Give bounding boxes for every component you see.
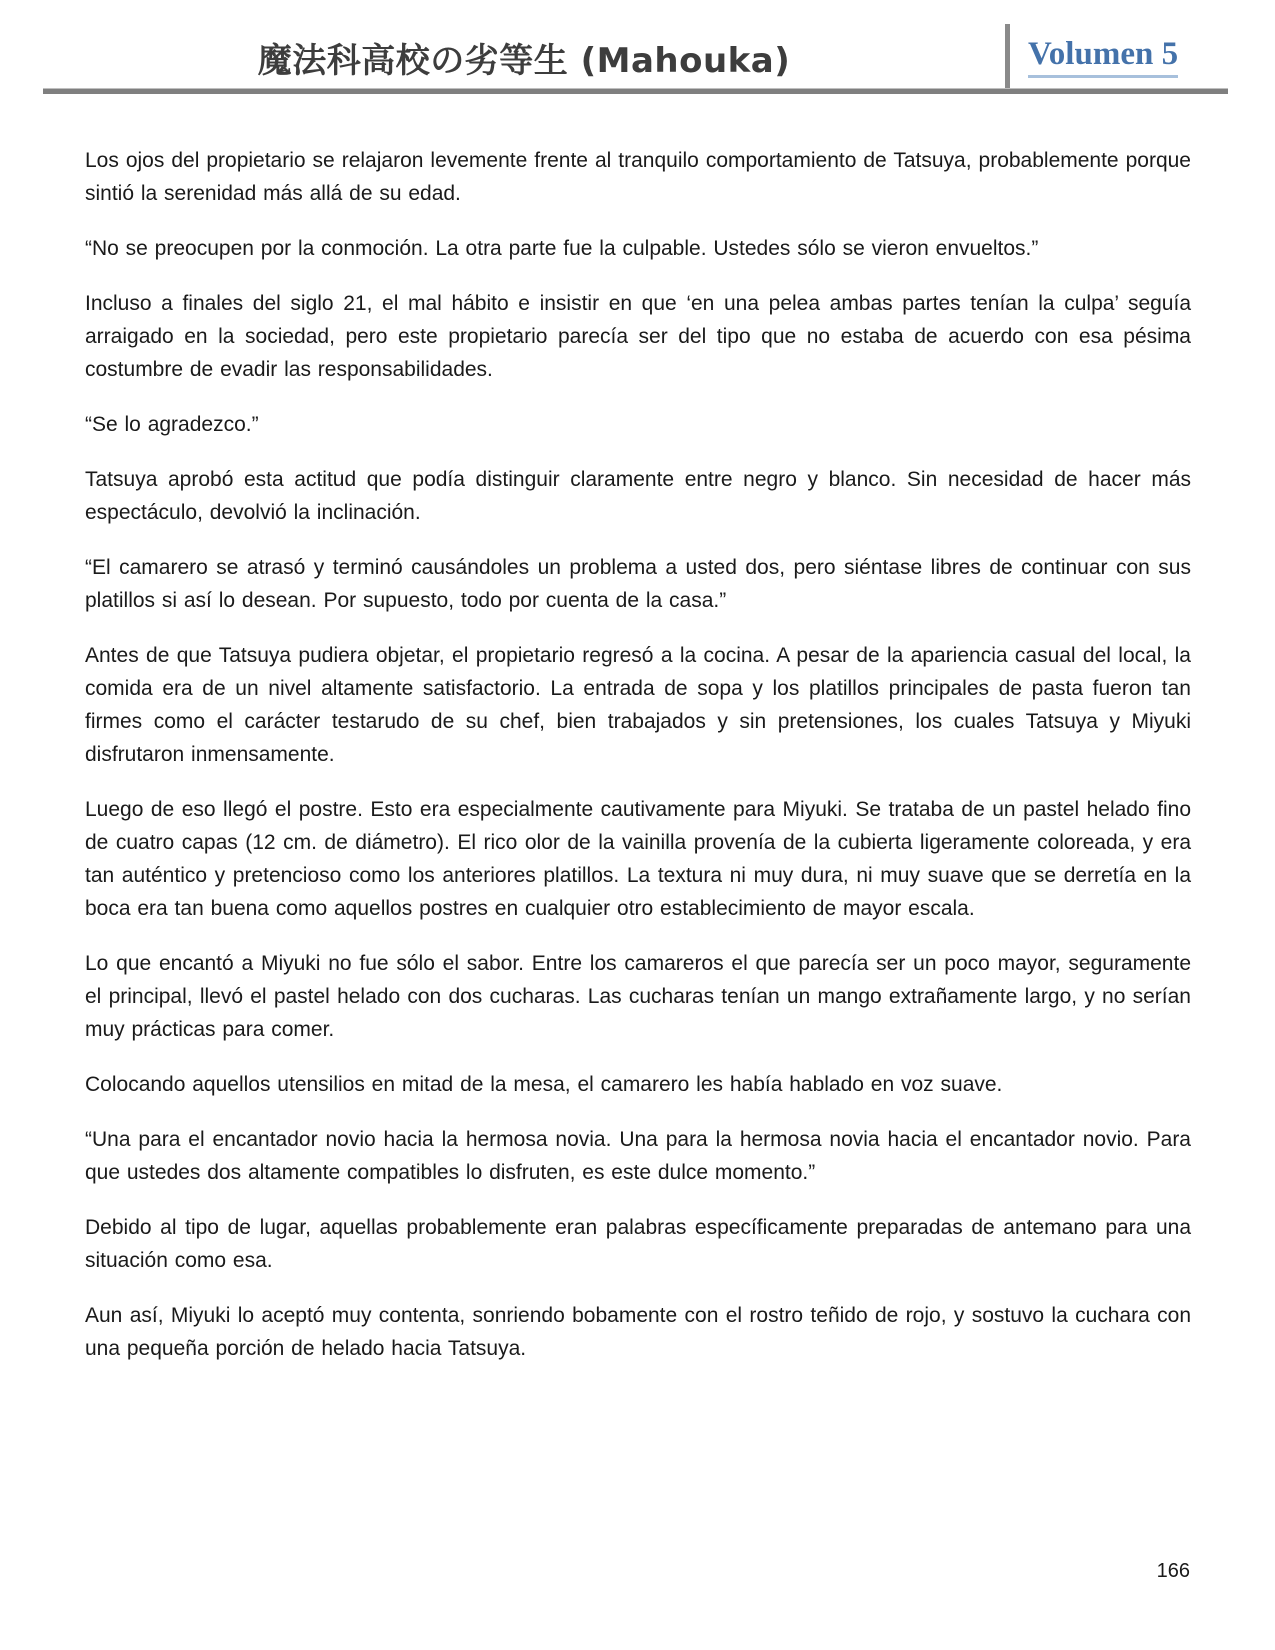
page-number: 166 bbox=[1156, 1560, 1190, 1582]
paragraph: Incluso a finales del siglo 21, el mal hábito e insistir en que ‘en una pelea ambas partes tenían la culpa’ seguía arraigado en la sociedad, pero este propietario parecía ser del tipo que no estaba de acuerdo con esa pésima costumbre de evadir las responsabilidades. bbox=[85, 292, 1191, 381]
paragraph: Lo que encantó a Miyuki no fue sólo el sabor. Entre los camareros el que parecía ser un poco mayor, seguramente el principal, llevó el pastel helado con dos cucharas. Las cucharas tenían un mango extrañamente largo, y no serían muy prácticas para comer. bbox=[85, 952, 1191, 1041]
paragraph: Luego de eso llegó el postre. Esto era especialmente cautivamente para Miyuki. Se trataba de un pastel helado fino de cuatro capas (12 cm. de diámetro). El rico olor de la vainilla provenía de la cubierta ligeramente coloreada, y era tan auténtico y pretencioso como los anteriores platillos. La textura ni muy dura, ni muy suave que se derretía en la boca era tan buena como aquellos postres en cualquier otro establecimiento de mayor escala. bbox=[85, 798, 1191, 920]
header-rule bbox=[43, 88, 1228, 94]
paragraph: “Una para el encantador novio hacia la hermosa novia. Una para la hermosa novia hacia el encantador novio. Para que ustedes dos altamente compatibles lo disfruten, es este dulce momento.” bbox=[85, 1128, 1191, 1184]
header-volume-cell bbox=[1010, 24, 1228, 90]
paragraph: Los ojos del propietario se relajaron levemente frente al tranquilo comportamiento de Tatsuya, probablemente porque sintió la serenidad más allá de su edad. bbox=[85, 149, 1191, 205]
paragraph: “No se preocupen por la conmoción. La otra parte fue la culpable. Ustedes sólo se vieron envueltos.” bbox=[85, 237, 1039, 260]
paragraph: “Se lo agradezco.” bbox=[85, 413, 259, 436]
paragraph: Colocando aquellos utensilios en mitad de la mesa, el camarero les había hablado en voz suave. bbox=[85, 1073, 1003, 1096]
volume-label: Volumen 5 bbox=[1028, 36, 1178, 77]
paragraph: Debido al tipo de lugar, aquellas probablemente eran palabras específicamente preparadas de antemano para una situación como esa. bbox=[85, 1216, 1191, 1272]
paragraph: Aun así, Miyuki lo aceptó muy contenta, sonriendo bobamente con el rostro teñido de rojo, y sostuvo la cuchara con una pequeña porción de helado hacia Tatsuya. bbox=[85, 1304, 1191, 1360]
page-body bbox=[85, 96, 1191, 1387]
paragraph: Antes de que Tatsuya pudiera objetar, el propietario regresó a la cocina. A pesar de la apariencia casual del local, la comida era de un nivel altamente satisfactorio. La entrada de sopa y los platillos principales de pasta fueron tan firmes como el carácter testarudo de su chef, bien trabajados y sin pretensiones, los cuales Tatsuya y Miyuki disfrutaron inmensamente. bbox=[85, 644, 1191, 766]
page-header bbox=[43, 24, 1228, 90]
header-title-cell bbox=[43, 24, 1005, 90]
paragraph: Tatsuya aprobó esta actitud que podía distinguir claramente entre negro y blanco. Sin necesidad de hacer más espectáculo, devolvió la inclinación. bbox=[85, 468, 1191, 524]
paragraph: “El camarero se atrasó y terminó causándoles un problema a usted dos, pero siéntase libres de continuar con sus platillos si así lo desean. Por supuesto, todo por cuenta de la casa.” bbox=[85, 556, 1191, 612]
document-title: 魔法科高校の劣等生 (Mahouka) bbox=[257, 40, 791, 81]
